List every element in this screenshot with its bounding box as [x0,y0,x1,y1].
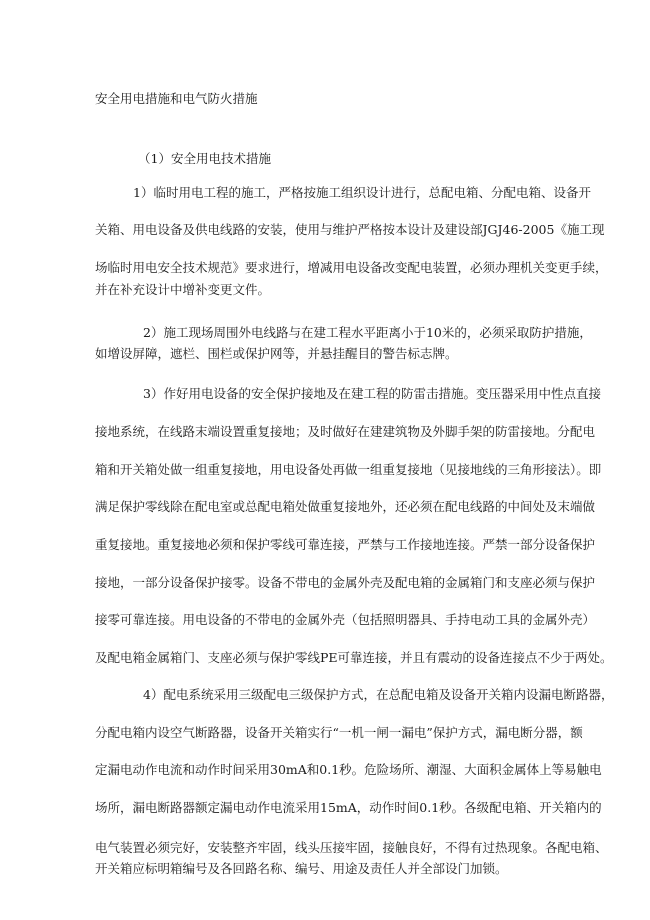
document-title: 安全用电措施和电气防火措施 [95,91,258,106]
paragraph-3-line-6: 接地，一部分设备保护接零。设备不带电的金属外壳及配电箱的金属箱门和支座必须与保护 [95,575,596,590]
paragraph-3-line-1: 3）作好用电设备的安全保护接地及在建工程的防雷击措施。变压器采用中性点直接 [143,386,601,401]
paragraph-1-line-2: 关箱、用电设备及供电线路的安装，使用与维护严格按本设计及建设部JGJ46-2005《施工现 [95,222,605,237]
paragraph-3-line-7: 接零可靠连接。用电设备的不带电的金属外壳（包括照明器具、手持电动工具的金属外壳） [95,612,596,627]
paragraph-4-line-6: 开关箱应标明箱编号及各回路名称、编号、用途及责任人并全部设门加锁。 [95,861,508,876]
paragraph-1-line-3: 场临时用电安全技术规范》要求进行，增减用电设备改变配电装置，必须办理机关变更手续， [95,260,608,275]
paragraph-4-line-1: 4）配电系统采用三级配电三级保护方式，在总配电箱及设备开关箱内设漏电断路器， [143,687,614,702]
paragraph-3-line-8: 及配电箱金属箱门、支座必须与保护零线PE可靠连接，并且有震动的设备连接点不少于两处。 [95,650,613,665]
paragraph-4-line-3: 定漏电动作电流和动作时间采用30mA和0.1秒。危险场所、潮湿、大面积金属体上等易触电 [95,762,602,777]
paragraph-3-line-2: 接地系统，在线路末端设置重复接地；及时做好在建建筑物及外脚手架的防雷接地。分配电 [95,424,596,439]
paragraph-4-line-5: 电气装置必须完好，安装整齐牢固，线头压接牢固，接触良好，不得有过热现象。各配电箱、 [95,840,608,855]
paragraph-3-line-4: 满足保护零线除在配电室或总配电箱处做重复接地外，还必须在配电线路的中间处及末端做 [95,499,596,514]
paragraph-3-line-5: 重复接地。重复接地必须和保护零线可靠连接，严禁与工作接地连接。严禁一部分设备保护 [95,537,596,552]
paragraph-3-line-3: 箱和开关箱处做一组重复接地，用电设备处再做一组重复接地（见接地线的三角形接法）。即 [95,462,602,477]
paragraph-4-line-4: 场所，漏电断路器额定漏电动作电流采用15mA，动作时间0.1秒。各级配电箱、开关箱内的 [95,800,602,815]
section-heading: （1）安全用电技术措施 [138,151,271,166]
paragraph-1-line-1: 1）临时用电工程的施工，严格按施工组织设计进行，总配电箱、分配电箱、设备开 [133,185,591,200]
paragraph-1-line-4: 并在补充设计中增补变更文件。 [95,282,271,297]
paragraph-4-line-2: 分配电箱内设空气断路器，设备开关箱实行“一机一闸一漏电”保护方式，漏电断分器，额 [95,725,583,740]
paragraph-2-line-2: 如增设屏障，遮栏、围栏或保护网等，并悬挂醒目的警告标志牌。 [95,346,458,361]
paragraph-2-line-1: 2）施工现场周围外电线路与在建工程水平距离小于10米的，必须采取防护措施， [143,325,592,340]
